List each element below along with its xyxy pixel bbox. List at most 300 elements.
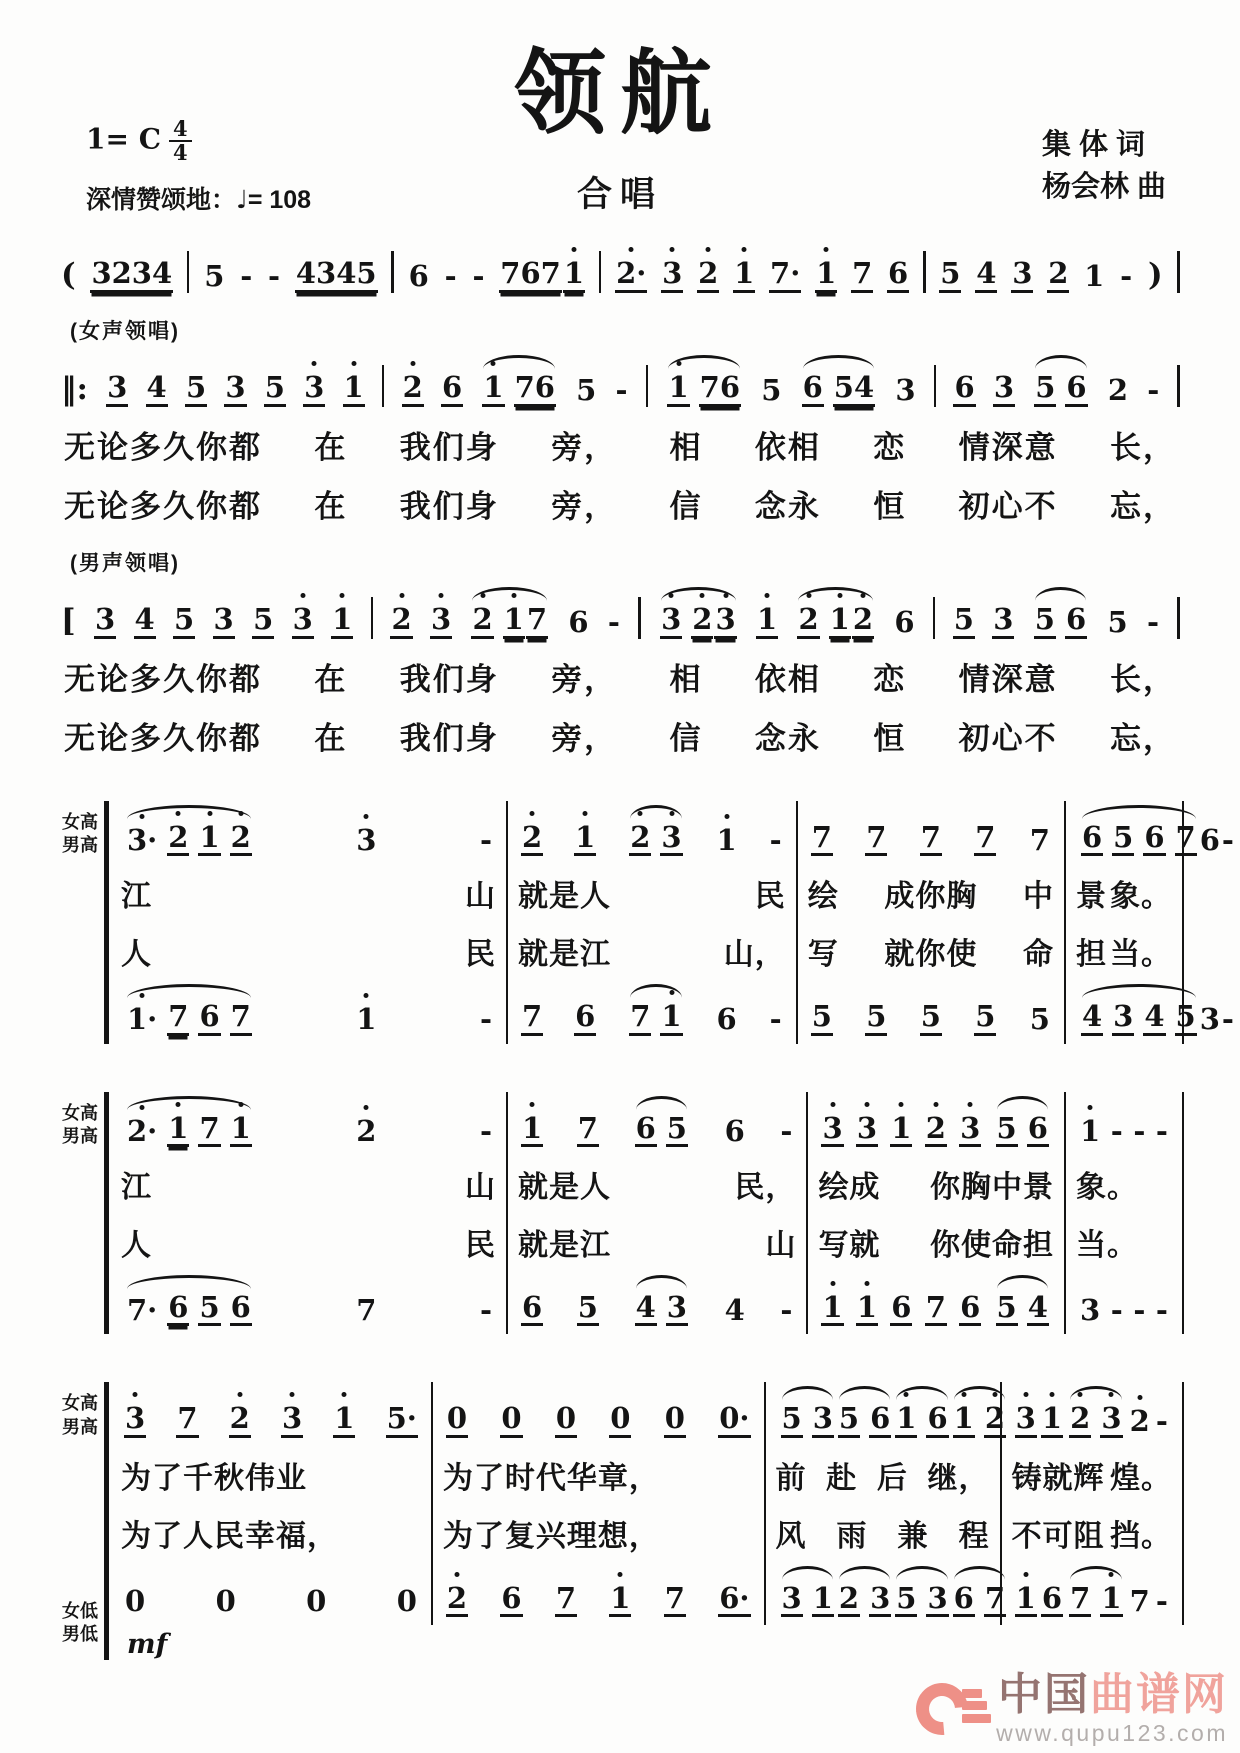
measure-cell bbox=[808, 1271, 1066, 1334]
note: 1 bbox=[812, 1582, 834, 1617]
measure-cell bbox=[1066, 1271, 1184, 1334]
lyricist-credit: 集 体 词 bbox=[1041, 129, 1146, 161]
note: 6 bbox=[635, 1112, 657, 1147]
lyric-segment: 初心不 bbox=[958, 720, 1058, 756]
note: 5 bbox=[173, 603, 195, 638]
lyric-cell bbox=[508, 922, 798, 980]
note: 54 bbox=[833, 371, 875, 406]
note: 1 bbox=[829, 603, 851, 638]
note: 7 bbox=[198, 1112, 220, 1147]
lyric-segment: 山， bbox=[723, 938, 786, 972]
octave-dot-above bbox=[806, 593, 811, 598]
octave-dot-above bbox=[342, 1392, 347, 1397]
note: 3 bbox=[94, 603, 116, 638]
credits-block bbox=[1042, 124, 1166, 208]
lyric-segment: 我们身 bbox=[399, 720, 499, 756]
note: 0 bbox=[500, 1402, 522, 1437]
octave-dot-above bbox=[511, 593, 516, 598]
note: 2 bbox=[390, 603, 412, 638]
note: 2 bbox=[984, 1402, 1006, 1437]
note: - bbox=[1146, 605, 1160, 640]
note: - bbox=[1133, 1113, 1146, 1148]
slur-group bbox=[836, 1582, 893, 1617]
octave-dot-above bbox=[1137, 1395, 1142, 1400]
lyric-segment: 民， bbox=[734, 1171, 797, 1204]
note: 6 bbox=[953, 1582, 975, 1617]
octave-dot-above bbox=[491, 361, 496, 366]
note: 3 bbox=[281, 1402, 303, 1437]
slur-group bbox=[124, 1112, 254, 1147]
lyric-segment: 旁， bbox=[551, 661, 618, 697]
beam-group bbox=[499, 257, 585, 292]
note: 2 bbox=[629, 821, 651, 856]
lyric-segment: 忘， bbox=[1110, 720, 1176, 756]
lyric-segment: 兼 bbox=[897, 1519, 929, 1553]
note: 6 bbox=[198, 1000, 220, 1035]
octave-dot-above bbox=[961, 1392, 966, 1397]
key-signature bbox=[86, 118, 311, 164]
intro-notation-line bbox=[56, 231, 1184, 301]
lyric-segment: 相 bbox=[669, 661, 703, 697]
time-signature-top: 4 bbox=[169, 118, 192, 142]
barline bbox=[1177, 365, 1180, 407]
note: 1 bbox=[1084, 259, 1105, 294]
note: 2 bbox=[230, 821, 252, 856]
note: 7 bbox=[1175, 821, 1197, 856]
note: 2 bbox=[838, 1582, 860, 1617]
octave-dot-above bbox=[1109, 1392, 1114, 1397]
notation-symbol: ) bbox=[1147, 256, 1163, 293]
lyric-cell bbox=[433, 1504, 766, 1562]
octave-dot-above bbox=[669, 593, 674, 598]
note: 7 bbox=[629, 1000, 651, 1035]
lyric-row bbox=[111, 922, 1184, 980]
octave-dot-above bbox=[364, 993, 369, 998]
lyric-cell bbox=[1066, 1213, 1184, 1271]
note: 5 bbox=[1112, 821, 1134, 856]
note: 1 bbox=[355, 1003, 377, 1035]
lyric-segment: 在 bbox=[314, 720, 348, 756]
voice-label: 女高 bbox=[62, 811, 98, 832]
note: 7 bbox=[974, 821, 996, 856]
note: 3 bbox=[993, 371, 1015, 406]
lyric-segment: 旁， bbox=[551, 720, 618, 756]
slur-group bbox=[469, 603, 550, 638]
system-bracket bbox=[104, 801, 109, 1044]
note: 3· bbox=[126, 824, 158, 856]
measure-cell bbox=[798, 980, 1066, 1043]
notes-row bbox=[111, 1271, 1184, 1334]
note: 5 bbox=[185, 371, 207, 406]
lyric-cell bbox=[111, 922, 508, 980]
note: 3 bbox=[714, 603, 736, 638]
note: 5 bbox=[1034, 371, 1056, 406]
lyric-segment: 恋 bbox=[873, 429, 907, 465]
note: 2· bbox=[615, 257, 647, 292]
barline bbox=[371, 597, 374, 639]
dynamic-marking: mf bbox=[127, 1629, 168, 1661]
key-tempo-block bbox=[86, 118, 311, 216]
lyric-segment: 信 bbox=[669, 720, 703, 756]
note: 3 bbox=[660, 821, 682, 856]
note: 3 bbox=[661, 257, 683, 292]
measure-cell bbox=[508, 1271, 808, 1334]
site-brand bbox=[916, 1669, 1228, 1747]
note: 7 bbox=[230, 1000, 252, 1035]
note: 5 bbox=[838, 1402, 860, 1437]
slur-group bbox=[627, 1000, 684, 1035]
lyric-segment: 挡。 bbox=[1109, 1519, 1172, 1553]
note: 3 bbox=[1011, 257, 1033, 292]
lyric-segment: 我们身 bbox=[399, 488, 499, 524]
note: 3 bbox=[224, 371, 246, 406]
measure-cell bbox=[1002, 1562, 1184, 1625]
voice-label-bottom bbox=[56, 1600, 104, 1647]
note: 3 bbox=[124, 1402, 146, 1437]
lyric-line bbox=[56, 706, 1184, 765]
octave-dot-above bbox=[669, 811, 674, 816]
octave-dot-above bbox=[1023, 1572, 1028, 1577]
note: 1 bbox=[563, 257, 585, 292]
note: 7 bbox=[811, 821, 833, 856]
note: 5 bbox=[865, 1000, 887, 1035]
octave-dot-above bbox=[899, 1102, 904, 1107]
measure-cell bbox=[111, 980, 508, 1043]
note: 7· bbox=[769, 257, 801, 292]
lyric-segment: 人 bbox=[121, 938, 152, 972]
slur-group bbox=[994, 1291, 1051, 1326]
note: 3 bbox=[666, 1291, 688, 1326]
measure-cell bbox=[808, 1092, 1066, 1155]
note: 7 bbox=[555, 1582, 577, 1617]
lead-part-label: (女声领唱) bbox=[70, 319, 180, 343]
note: 5 bbox=[1029, 1002, 1050, 1037]
note: - bbox=[780, 1293, 793, 1327]
note: 5 bbox=[666, 1112, 688, 1147]
note: 7 bbox=[167, 1000, 189, 1035]
lyric-segment: 长， bbox=[1110, 429, 1176, 465]
lyric-cell bbox=[111, 1446, 433, 1504]
note: 2 bbox=[1069, 1402, 1091, 1437]
note: 6 bbox=[1027, 1112, 1049, 1147]
note: 7 bbox=[925, 1291, 947, 1326]
lyric-cell bbox=[111, 1155, 508, 1213]
measure-cell bbox=[111, 1092, 508, 1155]
note: 3 bbox=[355, 824, 377, 856]
octave-dot-above bbox=[638, 811, 643, 816]
lyric-segment: 象。 bbox=[1109, 880, 1172, 914]
notes-row bbox=[111, 980, 1234, 1043]
barline bbox=[638, 597, 641, 639]
barline bbox=[1177, 597, 1180, 639]
note: 5 bbox=[920, 1000, 942, 1035]
lyric-segment: 就是人 bbox=[518, 880, 611, 914]
octave-dot-above bbox=[410, 361, 415, 366]
slur-group bbox=[665, 371, 743, 406]
octave-dot-above bbox=[454, 1572, 459, 1577]
slur-group bbox=[836, 1402, 893, 1437]
note: 5 bbox=[811, 1000, 833, 1035]
note: 1 bbox=[815, 257, 837, 292]
lyric-segment: 依相 bbox=[754, 429, 821, 465]
lyric-segment: 前 bbox=[775, 1461, 807, 1495]
note: 2· bbox=[126, 1115, 158, 1147]
lyric-cell bbox=[808, 1213, 1066, 1271]
note: 1 bbox=[856, 1291, 878, 1326]
lyric-segment: 铸就辉 bbox=[1011, 1461, 1105, 1495]
lyric-line bbox=[56, 474, 1184, 533]
note: 1· bbox=[126, 1003, 158, 1035]
beam-group bbox=[829, 603, 874, 638]
note: - bbox=[479, 1002, 492, 1037]
note: 76 bbox=[699, 371, 741, 406]
note: 6 bbox=[959, 1291, 981, 1326]
lyric-segment: 信 bbox=[669, 488, 703, 524]
octave-dot-above bbox=[968, 1102, 973, 1107]
octave-dot-above bbox=[724, 814, 729, 819]
note: 3234 bbox=[90, 257, 173, 292]
slur-group bbox=[1032, 603, 1089, 638]
octave-dot-above bbox=[670, 247, 675, 252]
note: 6 bbox=[926, 1402, 948, 1437]
lyric-segment: 人 bbox=[121, 1229, 152, 1262]
note: - bbox=[1110, 1113, 1123, 1148]
note: 6 bbox=[869, 1402, 891, 1437]
barline bbox=[187, 251, 190, 293]
lyric-segment: 民 bbox=[465, 938, 496, 972]
note: 2 bbox=[852, 603, 874, 638]
octave-dot-above bbox=[837, 593, 842, 598]
note: - bbox=[1133, 1293, 1146, 1327]
lyric-cell bbox=[766, 1504, 1002, 1562]
measure-cell bbox=[111, 1562, 433, 1625]
note: - bbox=[607, 605, 620, 640]
lyric-segment: 继， bbox=[927, 1461, 990, 1495]
note: - bbox=[769, 822, 782, 857]
lyric-segment: 恒 bbox=[873, 488, 907, 524]
lyric-segment: 雨 bbox=[836, 1519, 868, 1553]
lyric-cell bbox=[111, 1504, 433, 1562]
note: 7 bbox=[920, 821, 942, 856]
note: 5 bbox=[1034, 603, 1056, 638]
note: 3 bbox=[213, 603, 235, 638]
note: 1 bbox=[574, 821, 596, 856]
lyric-segment: 长， bbox=[1110, 661, 1176, 697]
octave-dot-above bbox=[364, 814, 369, 819]
note: 5 bbox=[204, 259, 225, 294]
notation-symbol: ‖: bbox=[61, 370, 88, 407]
slur-group bbox=[124, 1000, 254, 1035]
barline bbox=[934, 365, 937, 407]
measure-cell bbox=[508, 980, 798, 1043]
choral-system bbox=[56, 1382, 1184, 1660]
notes-row bbox=[111, 801, 1234, 864]
note: 4 bbox=[1081, 1000, 1103, 1035]
lyric-cell bbox=[508, 1155, 808, 1213]
choral-system bbox=[56, 801, 1234, 1044]
note: 4345 bbox=[295, 257, 378, 292]
note: 3 bbox=[781, 1582, 803, 1617]
note: 3 bbox=[959, 1112, 981, 1147]
lyric-segment: 程 bbox=[958, 1519, 990, 1553]
note: 3 bbox=[292, 603, 314, 638]
score-header bbox=[0, 0, 1240, 217]
lyric-line bbox=[56, 415, 1184, 474]
note: 6 bbox=[1065, 371, 1087, 406]
qupu-logo-icon bbox=[916, 1679, 990, 1739]
lyric-cell bbox=[798, 922, 1066, 980]
slur-group bbox=[994, 1112, 1051, 1147]
octave-dot-above bbox=[1078, 1392, 1083, 1397]
note: 6 bbox=[724, 1113, 745, 1148]
barline bbox=[599, 251, 602, 293]
note: - bbox=[1155, 1113, 1168, 1148]
note: 7 bbox=[664, 1582, 686, 1617]
note: 2 bbox=[797, 603, 819, 638]
note: 76 bbox=[514, 371, 556, 406]
note: 6 bbox=[574, 1000, 596, 1035]
note: 3 bbox=[1199, 1002, 1220, 1037]
measure-cell bbox=[1066, 1092, 1184, 1155]
note: 3 bbox=[1112, 1000, 1134, 1035]
lyric-segment: 在 bbox=[314, 661, 348, 697]
lyric-line bbox=[56, 647, 1184, 706]
lyric-segment: 写就 bbox=[818, 1229, 881, 1262]
slur-group bbox=[633, 1291, 690, 1326]
note: 0 bbox=[125, 1583, 146, 1618]
lyric-segment: 无论多久你都 bbox=[64, 661, 262, 697]
note: 1 bbox=[821, 1291, 843, 1326]
note: - bbox=[615, 373, 628, 408]
note: 5 bbox=[1107, 605, 1128, 640]
note: - bbox=[1120, 259, 1133, 294]
slur-group bbox=[124, 821, 254, 856]
note: 0 bbox=[446, 1402, 468, 1437]
lyric-segment: 旁， bbox=[551, 429, 618, 465]
voice-label: 男高 bbox=[62, 1416, 98, 1437]
note: 6 bbox=[1199, 822, 1220, 857]
system-content bbox=[111, 801, 1234, 1044]
lyric-segment: 在 bbox=[314, 488, 348, 524]
lyric-segment: 写 bbox=[807, 938, 839, 972]
note: 6 bbox=[500, 1582, 522, 1617]
lead-part-label: (男声领唱) bbox=[70, 551, 180, 575]
slur-group bbox=[1067, 1402, 1124, 1437]
lyric-segment: 就是江 bbox=[518, 938, 611, 972]
octave-dot-above bbox=[992, 1392, 997, 1397]
note: 6 bbox=[408, 259, 429, 294]
octave-dot-above bbox=[439, 593, 444, 598]
lyric-segment: 就是江 bbox=[518, 1229, 611, 1262]
beam-group bbox=[691, 603, 736, 638]
note: 6 bbox=[568, 605, 589, 640]
lyric-cell bbox=[508, 1213, 808, 1271]
lyric-segment: 山 bbox=[465, 1171, 496, 1204]
note: 6 bbox=[953, 371, 975, 406]
time-signature bbox=[169, 118, 192, 164]
female-lead-section bbox=[56, 315, 1184, 533]
note: 2 bbox=[167, 821, 189, 856]
note: 3 bbox=[926, 1582, 948, 1617]
song-subtitle: 合唱 bbox=[576, 174, 663, 214]
lyric-segment: 我们身 bbox=[399, 661, 499, 697]
note: 7· bbox=[127, 1293, 158, 1327]
measure-cell bbox=[508, 801, 798, 864]
note: 6 bbox=[521, 1291, 543, 1326]
notation-line bbox=[56, 577, 1184, 647]
note: 2 bbox=[355, 1115, 377, 1147]
octave-dot-above bbox=[830, 1281, 835, 1286]
lyric-cell bbox=[1066, 1155, 1184, 1213]
note: 7 bbox=[521, 1000, 543, 1035]
note: 0 bbox=[555, 1402, 577, 1437]
note: 3 bbox=[660, 603, 682, 638]
lyric-segment: 江 bbox=[121, 880, 152, 914]
note: - bbox=[1110, 1293, 1123, 1327]
note: - bbox=[268, 259, 281, 294]
note: 2 bbox=[1129, 1405, 1151, 1437]
note: 6 bbox=[167, 1291, 189, 1326]
male-lead-section bbox=[56, 547, 1184, 765]
lyric-segment: 绘 bbox=[807, 880, 839, 914]
slur-group bbox=[951, 1582, 1008, 1617]
barline bbox=[382, 365, 385, 407]
lyric-segment: 命 bbox=[1022, 938, 1054, 972]
note: 7 bbox=[865, 821, 887, 856]
lyric-segment: 当。 bbox=[1109, 938, 1172, 972]
note: 3 bbox=[992, 603, 1014, 638]
lyric-cell bbox=[1002, 1504, 1184, 1562]
note: 7 bbox=[851, 257, 873, 292]
lyric-cell bbox=[1066, 864, 1184, 922]
measure-cell bbox=[433, 1562, 766, 1625]
lyric-segment: 相 bbox=[669, 429, 703, 465]
octave-dot-above bbox=[629, 247, 634, 252]
octave-dot-above bbox=[830, 1102, 835, 1107]
slur-group bbox=[658, 603, 739, 638]
octave-dot-above bbox=[860, 593, 865, 598]
note: 1 bbox=[198, 821, 220, 856]
octave-dot-above bbox=[864, 1281, 869, 1286]
note: - bbox=[1221, 1002, 1234, 1037]
song-title: 领航 bbox=[513, 43, 726, 145]
note: - bbox=[479, 822, 492, 857]
lyric-segment: 绘成 bbox=[818, 1171, 881, 1204]
octave-dot-above bbox=[238, 1102, 243, 1107]
note: 5 bbox=[1175, 1000, 1197, 1035]
octave-dot-above bbox=[1049, 1392, 1054, 1397]
note: 1 bbox=[895, 1402, 917, 1437]
system-bracket bbox=[104, 1382, 109, 1660]
lyric-segment: 担 bbox=[1075, 938, 1107, 972]
note: 5 bbox=[781, 1402, 803, 1437]
note: 7 bbox=[984, 1582, 1006, 1617]
voice-label: 女低 bbox=[62, 1600, 98, 1621]
notation-symbol: [ bbox=[61, 602, 76, 639]
slur-group bbox=[1079, 1000, 1199, 1035]
octave-dot-above bbox=[364, 1105, 369, 1110]
watermark bbox=[916, 1669, 1228, 1747]
composer-credit: 杨会林 曲 bbox=[1041, 171, 1166, 204]
site-name-primary: 中国 bbox=[998, 1669, 1090, 1719]
note: 6 bbox=[894, 605, 915, 640]
lyric-cell bbox=[111, 864, 508, 922]
measure-cell bbox=[766, 1382, 1006, 1445]
lyric-segment: 民 bbox=[465, 1229, 496, 1262]
brand-text bbox=[996, 1669, 1228, 1747]
voice-label: 女高 bbox=[62, 1102, 98, 1123]
slur-group bbox=[1067, 1582, 1124, 1617]
